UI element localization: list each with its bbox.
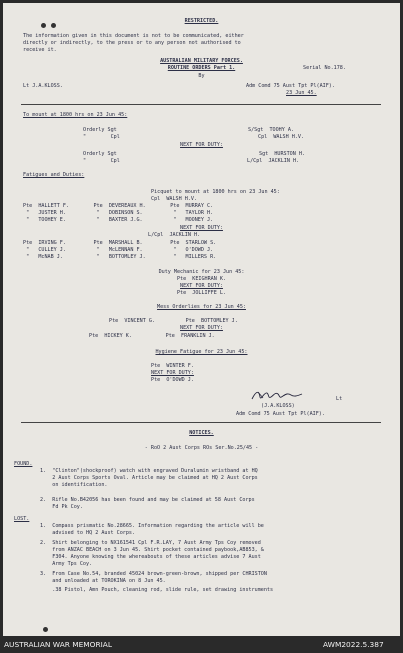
duty-mechanic-heading: Duty Mechanic for 23 Jun 45: bbox=[158, 269, 245, 275]
lost-heading: LOST. bbox=[14, 516, 30, 522]
footer-source: AUSTRALIAN WAR MEMORIAL bbox=[4, 640, 112, 649]
orderly-sgt-label: Orderly Sgt bbox=[83, 127, 117, 133]
hygiene-heading: Hygiene Fatigue for 23 Jun 45: bbox=[155, 349, 248, 355]
duty-mechanic-next: NEXT FOR DUTY: bbox=[180, 283, 223, 289]
punch-hole bbox=[43, 627, 48, 632]
picquet-row: " McNAB J. " BOTTOMLEY J. " MILLERS R. bbox=[23, 254, 217, 260]
lost-item-text: .38 Pistol, Amn Pouch, cleaning rod, slide rule, set drawing instruments bbox=[40, 587, 274, 593]
serial-number: Serial No.178. bbox=[303, 65, 346, 71]
orderly-cpl-name: Cpl WALSH H.V. bbox=[258, 134, 305, 140]
found-item-text: 2. Rifle No.B42056 has been found and may be claimed at 58 Aust Corps bbox=[40, 497, 255, 503]
lost-item-text: and unloaded at TOROKINA on 8 Jun 45. bbox=[40, 578, 166, 584]
mount-line: To mount at 1800 hrs on 23 Jun 45: bbox=[23, 112, 128, 118]
divider bbox=[21, 422, 381, 423]
picquet-row: " CULLEY J. " McLENNAN F. " O'DOWD J. bbox=[23, 247, 214, 253]
picquet-next: NEXT FOR DUTY: bbox=[180, 225, 223, 231]
officer-name: Lt J.A.KLOSS. bbox=[23, 83, 63, 89]
signature-rank: Lt bbox=[336, 396, 343, 402]
orderly-cpl-name-next: L/Cpl JACKLIN H. bbox=[247, 158, 300, 164]
lost-item-text: 1. Compass prismatic No.28665. Information regarding the article will be bbox=[40, 523, 264, 529]
lost-item-text: F304. Anyone knowing the whereabouts of these articles advise 7 Aust bbox=[40, 554, 261, 560]
orderly-sgt-label-next: Orderly Sgt bbox=[83, 151, 117, 157]
hygiene-name: Pte WINTER F. bbox=[151, 363, 194, 369]
picquet-lcpl: L/Cpl JACKLIN H. bbox=[148, 232, 201, 238]
classification: RESTRICTED. bbox=[184, 18, 219, 24]
mess-heading: Mess Orderlies for 23 Jun 45: bbox=[157, 304, 246, 310]
order-date: 23 Jun 45. bbox=[286, 90, 317, 96]
duty-mechanic-name: Pte KEIGHRAN K. bbox=[176, 276, 227, 282]
signature-name: (J.A.KLOSS) bbox=[261, 403, 295, 409]
notice-line-1: The information given in this document is not to be communicated, either bbox=[23, 33, 244, 39]
found-item-text: 1. "Clinton"(shockproof) watch with engraved Duralumin wristband at HQ bbox=[40, 468, 258, 474]
by-label: By bbox=[198, 73, 205, 79]
mess-row: Pte VINCENT G. Pte BOTTOMLEY J. bbox=[109, 318, 238, 324]
lost-item-text: 3. From Case No.54, branded 45024 brown-green-brown, shipped per CHRISTON bbox=[40, 571, 267, 577]
found-item-text: on identification. bbox=[40, 482, 108, 488]
lost-item-text: from ANZAC BEACH on 3 Jun 45. Shirt pocket contained paybook,AB853, & bbox=[40, 547, 264, 553]
picquet-row: Pte IRVING F. Pte MARSHALL B. Pte STARLOW S. bbox=[23, 240, 217, 246]
lost-item-text: Army Tps Coy. bbox=[40, 561, 93, 567]
archive-footer bbox=[0, 636, 403, 653]
found-item-text: Fd Pk Coy. bbox=[40, 504, 83, 510]
force-title: AUSTRALIAN MILITARY FORCES. bbox=[160, 58, 243, 64]
orderly-cpl-label: " Cpl bbox=[83, 134, 120, 140]
picquet-cpl: Cpl WALSH H.V. bbox=[151, 196, 198, 202]
orderly-cpl-label-next: " Cpl bbox=[83, 158, 120, 164]
picquet-heading: Picquet to mount at 1800 hrs on 23 Jun 45: bbox=[151, 189, 280, 195]
fatigues-heading: Fatigues and Duties: bbox=[23, 172, 85, 178]
mess-row: Pte HICKEY K. Pte FRANKLIN J. bbox=[89, 333, 215, 339]
found-item-text: 2 Aust Corps Sports Oval. Article may be claimed at HQ 2 Aust Corps bbox=[40, 475, 258, 481]
divider bbox=[21, 104, 381, 105]
picquet-row: " TOOHEY E. " BAXTER J.G. " MOONEY J. bbox=[23, 217, 214, 223]
picquet-row: " JUSTER H. " DOBINSON S. " TAYLOR H. bbox=[23, 210, 214, 216]
hygiene-next: NEXT FOR DUTY: bbox=[151, 370, 194, 376]
notice-line-3: receive it. bbox=[23, 47, 57, 53]
lost-item-text: advised to HQ 2 Aust Corps. bbox=[40, 530, 136, 536]
hygiene-next-name: Pte O'DOWD J. bbox=[151, 377, 194, 383]
notice-line-2: directly or indirectly, to the press or to any person not authorised to bbox=[23, 40, 241, 46]
footer-accession: AWM2022.5.387 bbox=[323, 640, 384, 649]
orderly-sgt-name-next: Sgt HURSTON H. bbox=[259, 151, 306, 157]
orders-title: ROUTINE ORDERS Part 1. bbox=[167, 65, 236, 71]
notices-heading: NOTICES. bbox=[189, 430, 214, 436]
command-name: Adm Comd 75 Aust Tpt Pl(AIF). bbox=[246, 83, 335, 89]
duty-mechanic-next-name: Pte JOLLIFFE L. bbox=[176, 290, 227, 296]
orderly-sgt-name: S/Sgt TOOHY A. bbox=[248, 127, 295, 133]
mess-next: NEXT FOR DUTY: bbox=[180, 325, 223, 331]
signature-command: Adm Comd 75 Aust Tpt Pl(AIF). bbox=[236, 411, 325, 417]
handwritten-signature bbox=[250, 388, 304, 402]
notices-subheading: - RoO 2 Aust Corps ROs Ser.No.25/45 - bbox=[144, 445, 259, 451]
next-for-duty: NEXT FOR DUTY: bbox=[180, 142, 223, 148]
document-page bbox=[3, 3, 400, 636]
picquet-row: Pte HALLETT F. Pte DEVEREAUX H. Pte MURRAY C. bbox=[23, 203, 214, 209]
found-heading: FOUND. bbox=[14, 461, 33, 467]
lost-item-text: 2. Shirt belonging to NX161541 Cpl F.R.LAY, 7 Aust Army Tps Coy removed bbox=[40, 540, 261, 546]
